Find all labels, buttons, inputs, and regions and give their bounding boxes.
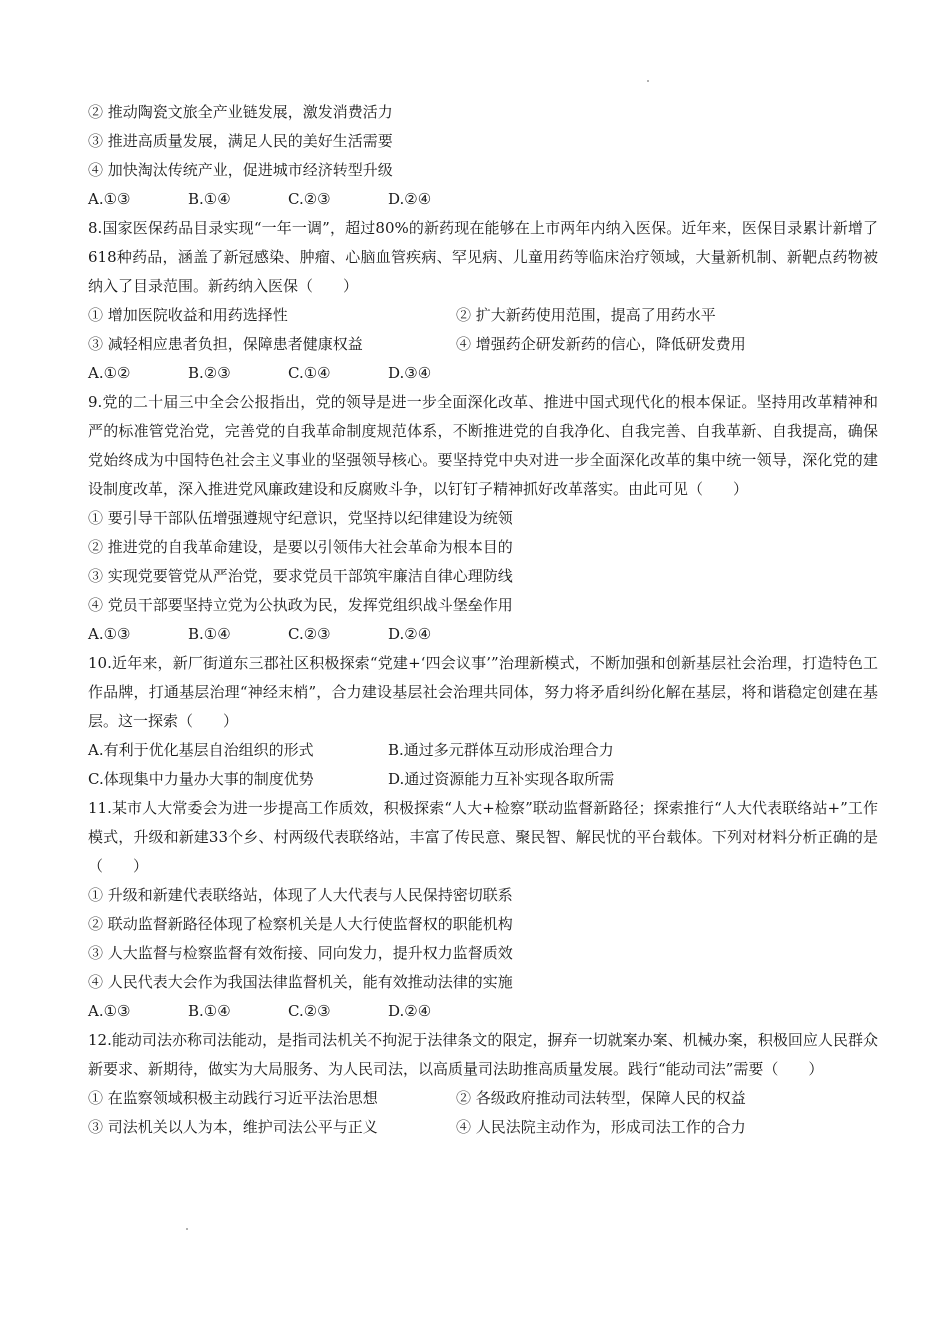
q11-option-4: ④ 人民代表大会作为我国法律监督机关，能有效推动法律的实施: [88, 973, 513, 991]
q11-choice-c: C.②③: [288, 1002, 331, 1020]
q7-option-4: ④ 加快淘汰传统产业，促进城市经济转型升级: [88, 161, 393, 179]
q11-choices: [88, 997, 878, 1026]
q11-stem: 11.某市人大常委会为进一步提高工作质效，积极探索“人大+检察”联动监督新路径；探索推行“人大代表联络站+”工作模式，升级和新建33个乡、村两级代表联络站，丰富了传民意、聚民智、解民忧的平台载体。下列对材料分析正确的是（ ）: [88, 799, 878, 875]
q12-options-row-2: [88, 1113, 878, 1142]
q9-choices: [88, 620, 878, 649]
q8-option-3: ③ 减轻相应患者负担，保障患者健康权益: [88, 335, 363, 353]
q11-choice-b: B.①④: [188, 1002, 231, 1020]
exam-page: [88, 98, 878, 1142]
q9-choice-b: B.①④: [188, 625, 231, 643]
q11-choice-d: D.②④: [388, 1002, 432, 1020]
question-11: [88, 794, 878, 1026]
q9-choice-d: D.②④: [388, 625, 432, 643]
q11-choice-a: A.①③: [88, 1002, 131, 1020]
question-12: [88, 1026, 878, 1142]
q8-stem: 8.国家医保药品目录实现“一年一调”，超过80%的新药现在能够在上市两年内纳入医保。近年来，医保目录累计新增了618种药品，涵盖了新冠感染、肿瘤、心脑血管疾病、罕见病、儿童用药等临床治疗领域，大量新机制、新靶点药物被纳入了目录范围。新药纳入医保（ ）: [88, 219, 878, 295]
q12-option-1: ① 在监察领域积极主动践行习近平法治思想: [88, 1089, 378, 1107]
q11-option-3: ③ 人大监督与检察监督有效衔接、同向发力，提升权力监督质效: [88, 944, 513, 962]
q7-choices: [88, 185, 878, 214]
q12-options-row-1: [88, 1084, 878, 1113]
question-9: [88, 388, 878, 649]
q7-choice-d: D.②④: [388, 190, 432, 208]
scan-dot-bottom: [186, 1228, 188, 1230]
q9-stem: 9.党的二十届三中全会公报指出，党的领导是进一步全面深化改革、推进中国式现代化的根本保证。坚持用改革精神和严的标准管党治党，完善党的自我革命制度规范体系，不断推进党的自我净化、自我完善、自我革新、自我提高，确保党始终成为中国特色社会主义事业的坚强领导核心。要坚持党中央对进一步全面深化改革的集中统一领导，深化党的建设制度改革，深入推进党风廉政建设和反腐败斗争，以钉钉子精神抓好改革落实。由此可见（ ）: [88, 393, 878, 498]
q9-option-1: ① 要引导干部队伍增强遵规守纪意识，党坚持以纪律建设为统领: [88, 509, 513, 527]
q7-choice-c: C.②③: [288, 190, 331, 208]
q8-choice-b: B.②③: [188, 364, 231, 382]
q10-options-row-2: [88, 765, 878, 794]
q10-stem: 10.近年来，新厂街道东三郡社区积极探索“党建+‘四会议事’”治理新模式，不断加强和创新基层社会治理，打造特色工作品牌，打通基层治理“神经末梢”，合力建设基层社会治理共同体，努力将矛盾纠纷化解在基层，将和谐稳定创建在基层。这一探索（ ）: [88, 654, 878, 730]
q8-option-4: ④ 增强药企研发新药的信心，降低研发费用: [456, 335, 746, 353]
q7-choice-a: A.①③: [88, 190, 131, 208]
q10-option-a: A.有利于优化基层自治组织的形式: [88, 741, 314, 759]
q10-option-d: D.通过资源能力互补实现各取所需: [388, 770, 615, 788]
q12-option-4: ④ 人民法院主动作为，形成司法工作的合力: [456, 1118, 746, 1136]
q11-option-1: ① 升级和新建代表联络站，体现了人大代表与人民保持密切联系: [88, 886, 513, 904]
q11-option-2: ② 联动监督新路径体现了检察机关是人大行使监督权的职能机构: [88, 915, 513, 933]
question-10: [88, 649, 878, 794]
q9-option-2: ② 推进党的自我革命建设，是要以引领伟大社会革命为根本目的: [88, 538, 513, 556]
q9-option-4: ④ 党员干部要坚持立党为公执政为民，发挥党组织战斗堡垒作用: [88, 596, 513, 614]
q8-choices: [88, 359, 878, 388]
q8-options-row-1: [88, 301, 878, 330]
q12-stem: 12.能动司法亦称司法能动，是指司法机关不拘泥于法律条文的限定，摒弃一切就案办案、机械办案，积极回应人民群众新要求、新期待，做实为大局服务、为人民司法，以高质量司法助推高质量发展。践行“能动司法”需要（ ）: [88, 1031, 878, 1078]
q9-choice-a: A.①③: [88, 625, 131, 643]
q8-choice-d: D.③④: [388, 364, 432, 382]
q8-option-2: ② 扩大新药使用范围，提高了用药水平: [456, 306, 716, 324]
q7-choice-b: B.①④: [188, 190, 231, 208]
q12-option-3: ③ 司法机关以人为本，维护司法公平与正义: [88, 1118, 378, 1136]
q8-choice-c: C.①④: [288, 364, 331, 382]
q9-option-3: ③ 实现党要管党从严治党，要求党员干部筑牢廉洁自律心理防线: [88, 567, 513, 585]
q9-choice-c: C.②③: [288, 625, 331, 643]
q8-option-1: ① 增加医院收益和用药选择性: [88, 306, 288, 324]
q10-option-b: B.通过多元群体互动形成治理合力: [388, 741, 614, 759]
q8-options-row-2: [88, 330, 878, 359]
question-7: [88, 98, 878, 214]
q10-option-c: C.体现集中力量办大事的制度优势: [88, 770, 314, 788]
q10-options-row-1: [88, 736, 878, 765]
q7-option-2: ② 推动陶瓷文旅全产业链发展，激发消费活力: [88, 103, 393, 121]
q12-option-2: ② 各级政府推动司法转型，保障人民的权益: [456, 1089, 746, 1107]
q8-choice-a: A.①②: [88, 364, 131, 382]
question-8: [88, 214, 878, 388]
scan-dot-top: [647, 80, 649, 82]
q7-option-3: ③ 推进高质量发展，满足人民的美好生活需要: [88, 132, 393, 150]
